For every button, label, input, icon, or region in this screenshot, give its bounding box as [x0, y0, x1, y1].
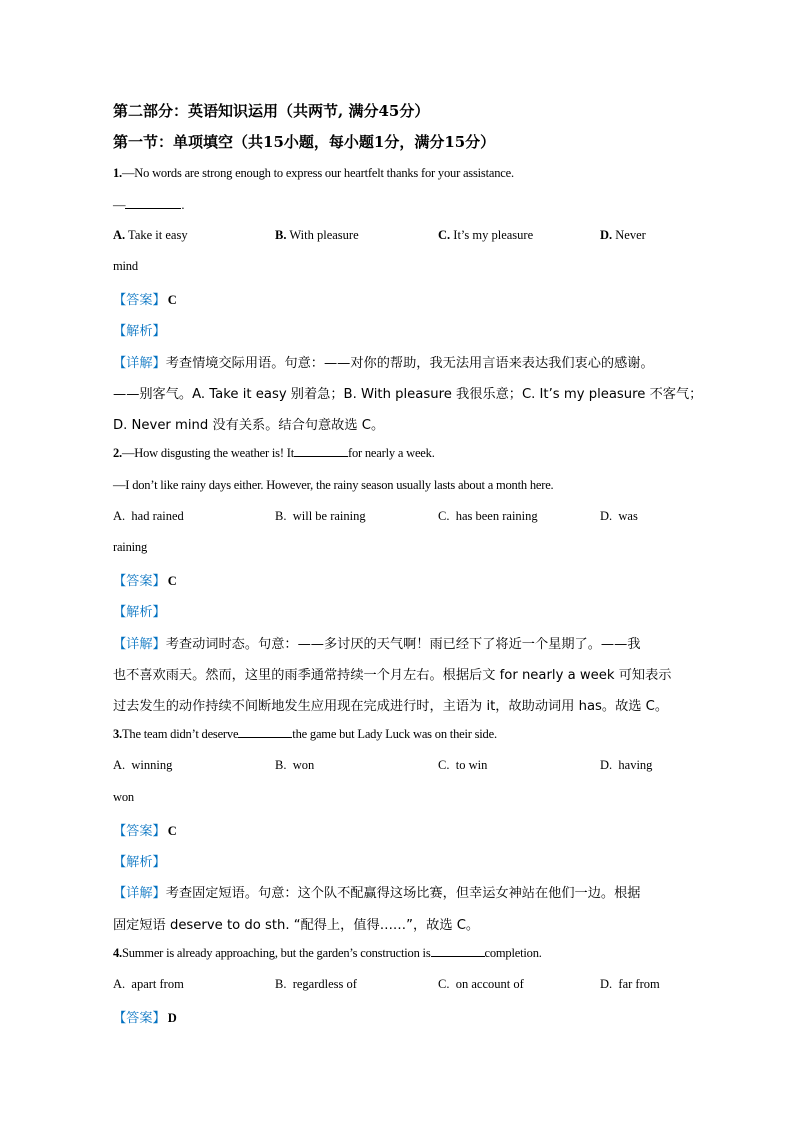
analysis-label: 【解析】	[113, 324, 166, 339]
question-text: The team didn’t deserve	[121, 727, 239, 741]
option-text: regardless of	[286, 977, 357, 991]
option-d	[600, 509, 638, 524]
option-text: on account of	[449, 977, 524, 991]
option-a	[113, 228, 188, 243]
option-c	[438, 758, 487, 773]
question-4-stem	[113, 946, 542, 961]
option-letter: B.	[275, 758, 287, 772]
question-number: 2.	[113, 446, 122, 460]
question-1-response	[113, 198, 184, 213]
option-letter: C.	[438, 758, 450, 772]
option-text: It’s my pleasure	[450, 228, 534, 242]
detail-label: 【详解】	[113, 886, 166, 901]
answer-value: D	[167, 1011, 177, 1025]
option-letter: C.	[438, 977, 450, 991]
analysis-line	[113, 601, 166, 620]
question-text: for nearly a week.	[347, 446, 435, 460]
option-letter: D.	[600, 977, 613, 991]
answer-value: C	[167, 824, 177, 838]
answer-value: C	[167, 574, 177, 588]
period: .	[181, 198, 185, 212]
option-text: has been raining	[449, 509, 538, 523]
answer-label: 【答案】	[113, 574, 166, 589]
analysis-label: 【解析】	[113, 855, 166, 870]
option-b	[275, 228, 359, 243]
detail-line: 过去发生的动作持续不间断地发生应用现在完成进行时，主语为 it，故助动词用 has。故选 C。	[113, 699, 669, 714]
option-text: far from	[612, 977, 660, 991]
question-number: 3.	[113, 727, 122, 741]
option-text: Take it easy	[125, 228, 188, 242]
detail-line: 也不喜欢雨天。然而，这里的雨季通常持续一个月左右。根据后文 for nearly a week 可知表示	[113, 668, 672, 683]
question-text: Summer is already approaching, but the garden’s construction is	[121, 946, 431, 960]
option-text: will be raining	[286, 509, 366, 523]
answer-blank	[294, 446, 348, 457]
detail-text: 考查情境交际用语。句意：——对你的帮助，我无法用言语来表达我们衷心的感谢。	[165, 356, 654, 371]
detail-line	[113, 633, 641, 652]
option-letter: D.	[600, 758, 613, 772]
question-2-response: —I don’t like rainy days either. However, the rainy season usually lasts about a month here.	[113, 478, 554, 492]
dash: —	[113, 198, 126, 212]
detail-line	[113, 882, 641, 901]
option-a	[113, 509, 184, 524]
question-text: completion.	[484, 946, 542, 960]
question-1-stem	[113, 166, 514, 181]
option-letter: B.	[275, 977, 287, 991]
detail-line	[113, 352, 654, 371]
answer-label: 【答案】	[113, 1011, 166, 1026]
option-b	[275, 977, 357, 992]
option-letter: D.	[600, 509, 613, 523]
option-letter: A.	[113, 228, 126, 242]
option-a	[113, 977, 184, 992]
answer-blank	[431, 946, 485, 957]
option-letter: D.	[600, 228, 613, 242]
section-title: 第二部分：英语知识运用（共两节, 满分45分）	[113, 102, 430, 120]
option-letter: B.	[275, 228, 287, 242]
answer-line	[113, 1007, 177, 1026]
option-text: won	[286, 758, 315, 772]
option-c	[438, 228, 533, 243]
answer-value: C	[167, 293, 177, 307]
question-3-stem	[113, 727, 497, 742]
subsection-title: 第一节：单项填空（共15小题，每小题1分，满分15分）	[113, 133, 496, 151]
option-b	[275, 758, 314, 773]
option-text: Never	[612, 228, 646, 242]
option-b	[275, 509, 366, 524]
option-letter: C.	[438, 228, 451, 242]
option-text: had rained	[125, 509, 184, 523]
question-number: 4.	[113, 946, 122, 960]
answer-label: 【答案】	[113, 293, 166, 308]
detail-line: D. Never mind 没有关系。结合句意故选 C。	[113, 418, 385, 433]
option-d	[600, 228, 646, 243]
option-letter: C.	[438, 509, 450, 523]
answer-line	[113, 289, 177, 308]
option-d	[600, 977, 660, 992]
detail-line: ——别客气。A. Take it easy 别着急；B. With pleasure 我很乐意；C. It’s my pleasure 不客气；	[113, 387, 703, 402]
detail-text: 考查动词时态。句意：——多讨厌的天气啊！雨已经下了将近一个星期了。——我	[165, 637, 641, 652]
option-a	[113, 758, 172, 773]
option-text: winning	[125, 758, 173, 772]
option-text: to win	[449, 758, 488, 772]
detail-label: 【详解】	[113, 356, 166, 371]
option-c	[438, 509, 538, 524]
option-wrap: mind	[113, 259, 138, 273]
option-wrap: won	[113, 790, 134, 804]
detail-text: 考查固定短语。句意：这个队不配赢得这场比赛，但幸运女神站在他们一边。根据	[165, 886, 641, 901]
option-letter: B.	[275, 509, 287, 523]
question-text: —No words are strong enough to express our heartfelt thanks for your assistance.	[121, 166, 514, 180]
analysis-line	[113, 851, 166, 870]
detail-line: 固定短语 deserve to do sth. “配得上，值得……”，故选 C。	[113, 918, 480, 933]
answer-blank	[238, 727, 292, 738]
option-text: With pleasure	[286, 228, 359, 242]
option-c	[438, 977, 524, 992]
option-letter: A.	[113, 509, 126, 523]
answer-line	[113, 570, 177, 589]
option-letter: A.	[113, 977, 126, 991]
question-text: the game but Lady Luck was on their side.	[292, 727, 497, 741]
answer-label: 【答案】	[113, 824, 166, 839]
question-2-stem	[113, 446, 435, 461]
option-wrap: raining	[113, 540, 148, 554]
question-text: —How disgusting the weather is! It	[121, 446, 294, 460]
question-number: 1.	[113, 166, 122, 180]
analysis-label: 【解析】	[113, 605, 166, 620]
answer-line	[113, 820, 177, 839]
option-text: having	[612, 758, 653, 772]
answer-blank	[125, 198, 181, 209]
option-text: apart from	[125, 977, 184, 991]
analysis-line	[113, 320, 166, 339]
option-letter: A.	[113, 758, 126, 772]
detail-label: 【详解】	[113, 637, 166, 652]
option-d	[600, 758, 652, 773]
option-text: was	[612, 509, 638, 523]
